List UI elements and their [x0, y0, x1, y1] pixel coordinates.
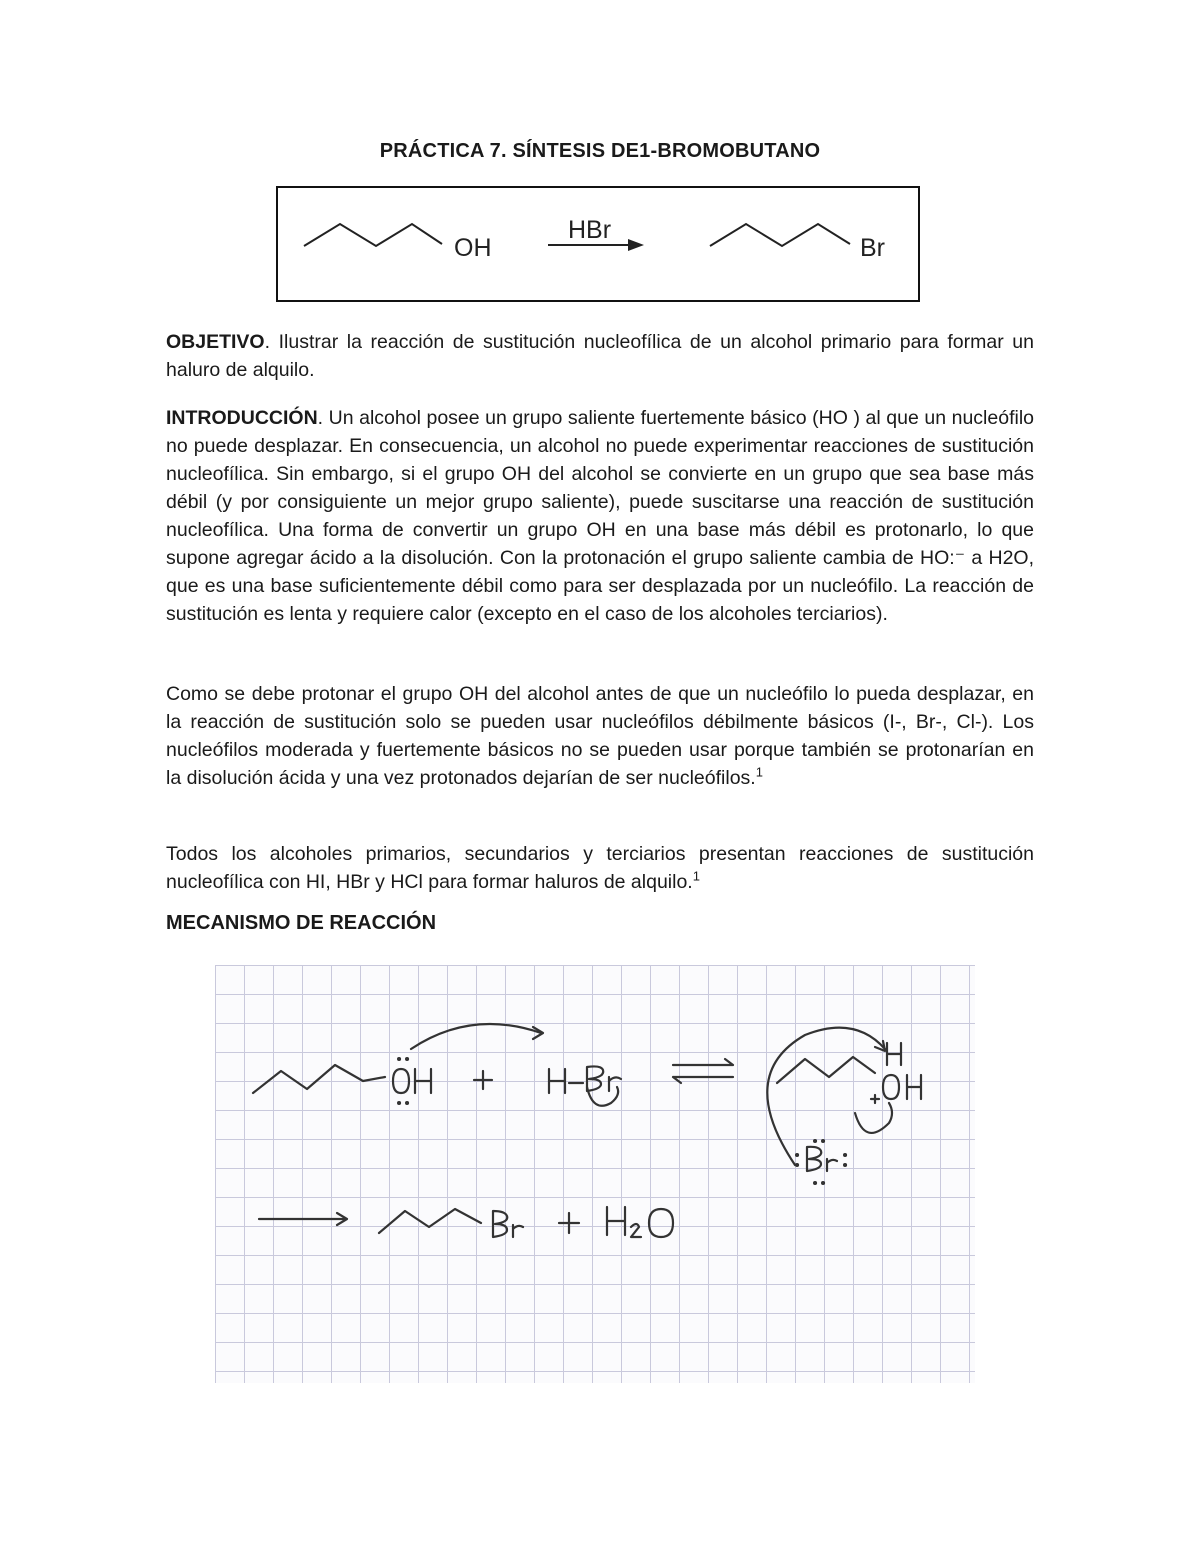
curved-arrow-br-attack — [767, 1028, 885, 1165]
handwritten-br — [587, 1066, 621, 1091]
paragraph-nucleofilos-text: Como se debe protonar el grupo OH del alcohol antes de que un nucleófilo lo pueda desplazar, en la reacción de sustitución solo se pueden usar nucleófilos débilmente básicos (I-, Br-, Cl-). Los nucleófilos moderada y fuertemente básicos no se pueden usar porque también se protonarían en la disolución ácida y una vez protonados dejarían de ser nucleófilos. — [166, 683, 1034, 789]
paragraph-alcoholes — [166, 840, 1034, 896]
plus-sign — [474, 1071, 492, 1089]
handwritten-chain-2 — [777, 1057, 875, 1083]
introduccion-text: . Un alcohol posee un grupo saliente fuertemente básico (HO ) al que un nucleófilo no puede desplazar. En consecuencia, un alcohol no puede experimentar reacciones de sustitución nucleofílica. Sin embargo, si el grupo OH del alcohol se convierte en un grupo que sea base más débil (y por consiguiente un mejor grupo saliente), puede suscitarse una reacción de sustitución nucleofílica. Una forma de convertir un grupo OH en una base más débil es protonarlo, lo que supone agregar ácido a la disolución. Con la protonación el grupo saliente cambia de HO:⁻ a H2O, que es una base suficientemente débil como para ser desplazada por un nucleófilo. La reacción de sustitución es lenta y requiere calor (excepto en el caso de los alcoholes terciarios). — [166, 407, 1034, 625]
reference-mark: 1 — [692, 868, 700, 884]
plus-sign-2 — [559, 1213, 579, 1233]
bromobutane-chain — [710, 224, 850, 246]
introduccion-paragraph — [166, 404, 1034, 628]
reaction-scheme — [276, 186, 920, 302]
butanol-chain — [304, 224, 442, 246]
paragraph-alcoholes-text: Todos los alcoholes primarios, secundarios y terciarios presentan reacciones de sustitución nucleofílica con HI, HBr y HCl para formar haluros de alquilo. — [166, 843, 1034, 893]
handwritten-br-product — [493, 1211, 523, 1237]
objetivo-paragraph — [166, 328, 1034, 384]
introduccion-label: INTRODUCCIÓN — [166, 407, 318, 429]
product-arrow — [259, 1213, 347, 1225]
reagent-label: HBr — [568, 216, 612, 244]
curved-arrow-oh-to-h — [411, 1024, 541, 1049]
objetivo-label: OBJETIVO — [166, 331, 265, 353]
handwritten-butanol — [253, 1065, 385, 1093]
mechanism-handwritten-image — [215, 965, 975, 1383]
handwritten-h — [549, 1069, 583, 1093]
mecanismo-heading: MECANISMO DE REACCIÓN — [166, 912, 437, 934]
equilibrium-arrows — [673, 1059, 733, 1083]
page-title: PRÁCTICA 7. SÍNTESIS DE1-BROMOBUTANO — [379, 140, 821, 162]
handwritten-h-top — [887, 1043, 901, 1065]
lone-pair-dots — [399, 1059, 407, 1103]
reaction-arrowhead — [628, 239, 644, 251]
curved-arrow-leaving — [855, 1103, 892, 1133]
paragraph-nucleofilos — [166, 680, 1034, 792]
handwritten-br-anion — [807, 1147, 837, 1171]
handwritten-oh — [393, 1069, 431, 1093]
product-group: Br — [860, 234, 885, 262]
handwritten-h2o — [607, 1207, 673, 1237]
handwritten-chain-3 — [379, 1209, 481, 1233]
handwritten-oh-plus — [871, 1075, 921, 1103]
reactant-group: OH — [454, 234, 492, 262]
objetivo-text: . Ilustrar la reacción de sustitución nucleofílica de un alcohol primario para formar un haluro de alquilo. — [166, 331, 1034, 381]
reference-mark: 1 — [755, 764, 763, 780]
